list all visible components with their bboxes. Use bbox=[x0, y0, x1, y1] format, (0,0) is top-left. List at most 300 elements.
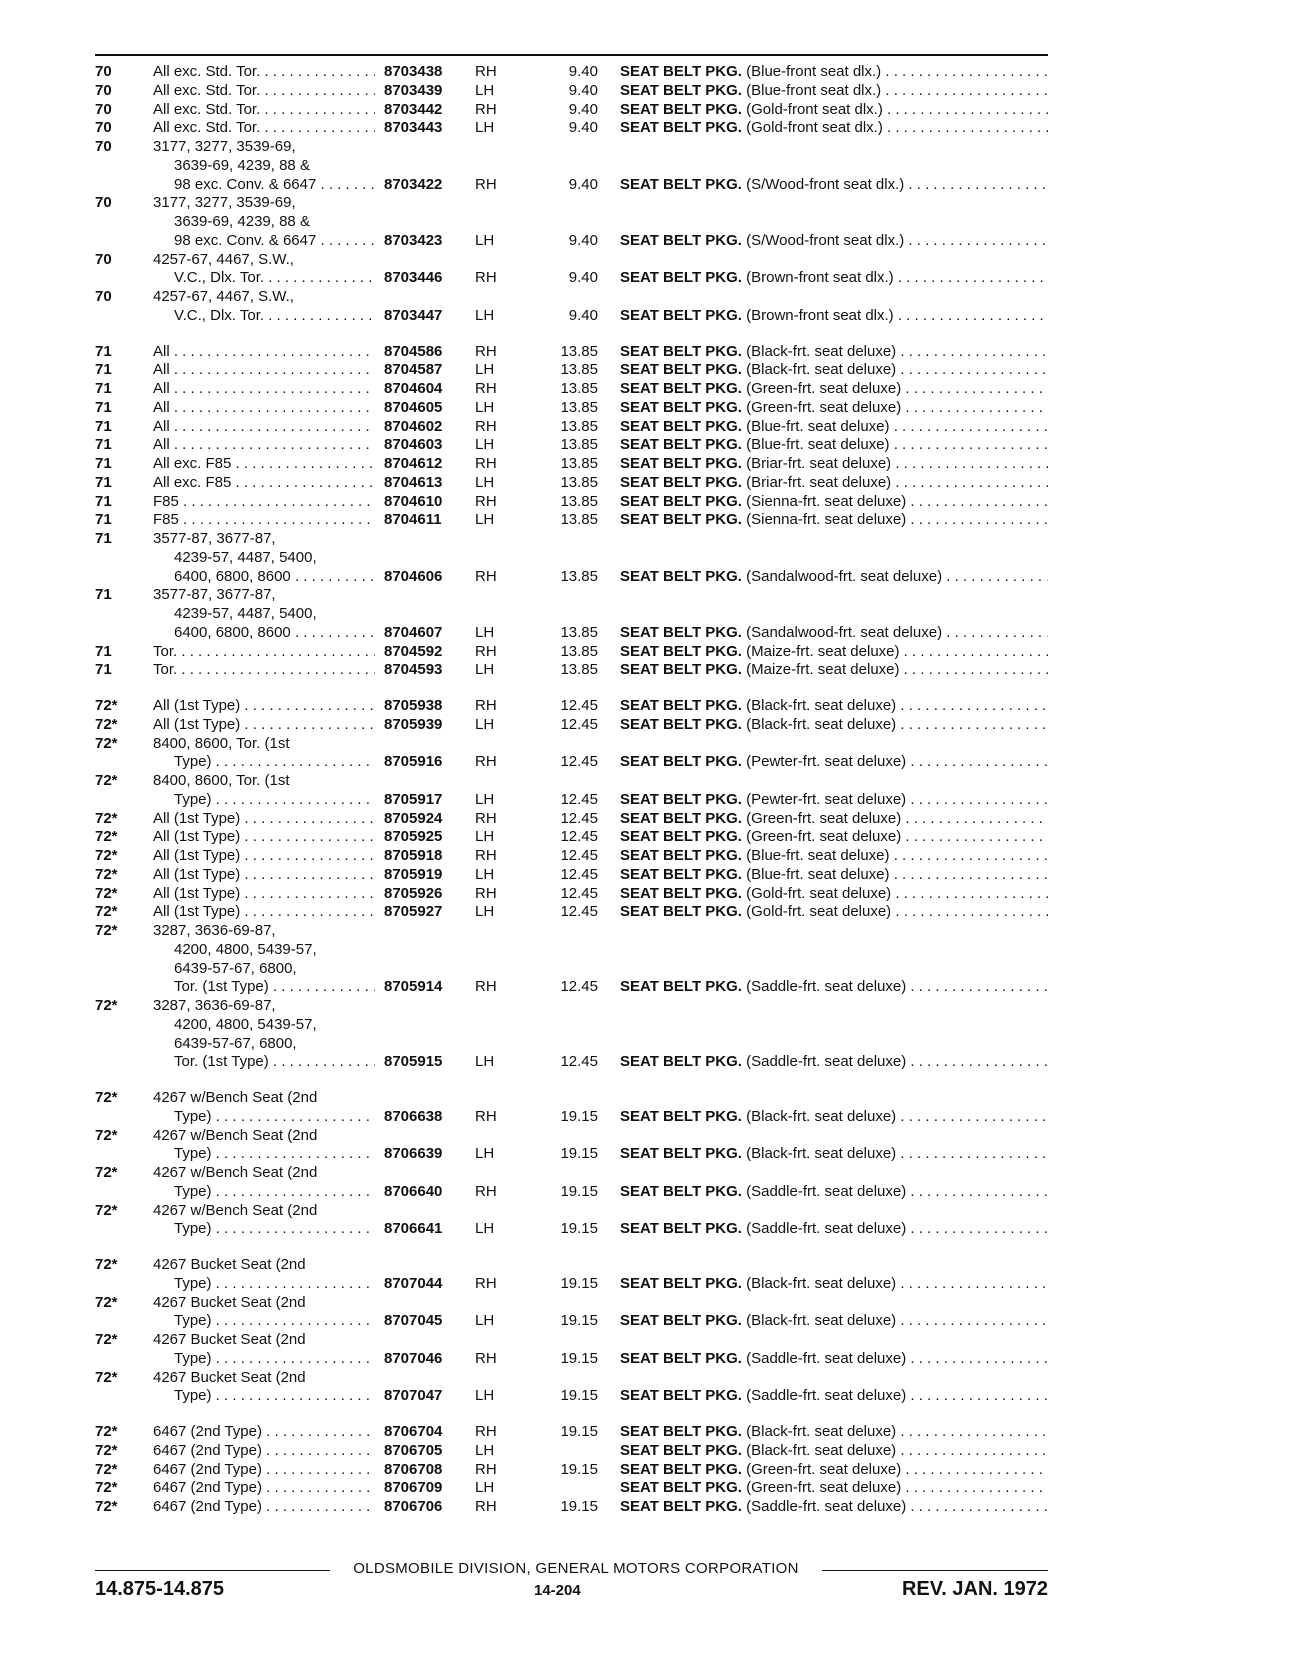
part-number: 8707044 bbox=[384, 1274, 443, 1292]
model-application: Type) . . . bbox=[174, 1183, 375, 1202]
model-application: All . . . bbox=[153, 418, 375, 437]
table-row bbox=[0, 101, 1291, 120]
side-indicator: LH bbox=[475, 119, 495, 137]
list-price: 12.45 bbox=[560, 1053, 598, 1071]
top-rule bbox=[95, 54, 1048, 56]
model-application: V.C., Dlx. Tor. . . . bbox=[174, 269, 375, 288]
list-price: 13.85 bbox=[560, 361, 598, 379]
list-price: 9.40 bbox=[568, 63, 598, 80]
model-year: 71 bbox=[95, 530, 112, 547]
model-application: Type) . . . bbox=[174, 1387, 375, 1406]
side-indicator: RH bbox=[475, 1423, 497, 1440]
model-year: 71 bbox=[95, 380, 112, 397]
model-application: Type) . . . bbox=[174, 1350, 375, 1369]
side-indicator: LH bbox=[475, 511, 495, 529]
table-row bbox=[0, 1387, 1291, 1406]
side-indicator: LH bbox=[475, 1441, 495, 1459]
description-title: SEAT BELT PKG. bbox=[620, 661, 742, 679]
side-indicator: LH bbox=[475, 436, 495, 454]
model-year: 70 bbox=[95, 119, 112, 137]
description-title: SEAT BELT PKG. bbox=[620, 1423, 742, 1440]
description-title: SEAT BELT PKG. bbox=[620, 809, 742, 827]
model-application: 6467 (2nd Type) . . . bbox=[153, 1461, 375, 1480]
part-number: 8706705 bbox=[384, 1441, 443, 1459]
description-title: SEAT BELT PKG. bbox=[620, 828, 742, 846]
part-description bbox=[620, 1183, 1048, 1202]
description-detail: (Blue-frt. seat deluxe) . . . bbox=[746, 436, 1048, 453]
model-application: All exc. F85 . . . bbox=[153, 455, 375, 474]
table-row bbox=[0, 418, 1291, 437]
model-year: 72* bbox=[95, 1441, 118, 1459]
side-indicator: RH bbox=[475, 1274, 497, 1292]
part-number: 8704602 bbox=[384, 417, 443, 435]
model-application: 3639-69, 4239, 88 & bbox=[174, 156, 310, 174]
model-year: 72* bbox=[95, 828, 118, 846]
model-year: 70 bbox=[95, 288, 112, 305]
model-application: All exc. Std. Tor. . . . bbox=[153, 82, 375, 101]
description-title: SEAT BELT PKG. bbox=[620, 1498, 742, 1515]
description-title: SEAT BELT PKG. bbox=[620, 1460, 742, 1478]
side-indicator: RH bbox=[475, 380, 497, 397]
description-detail: (Saddle-frt. seat deluxe) . . . bbox=[746, 1053, 1048, 1070]
part-number: 8704593 bbox=[384, 661, 443, 679]
model-year: 71 bbox=[95, 586, 112, 604]
description-title: SEAT BELT PKG. bbox=[620, 1220, 742, 1238]
description-detail: (Gold-front seat dlx.) . . . bbox=[746, 101, 1048, 118]
description-title: SEAT BELT PKG. bbox=[620, 455, 742, 472]
model-year: 72* bbox=[95, 1423, 118, 1440]
description-detail: (Blue-frt. seat deluxe) . . . bbox=[746, 418, 1048, 435]
table-row bbox=[0, 343, 1291, 362]
part-description bbox=[620, 903, 1048, 922]
part-description bbox=[620, 1350, 1048, 1369]
table-row bbox=[0, 1035, 1291, 1054]
table-row bbox=[0, 568, 1291, 587]
table-row bbox=[0, 661, 1291, 680]
part-number: 8703443 bbox=[384, 119, 443, 137]
description-title: SEAT BELT PKG. bbox=[620, 697, 742, 714]
section-gap bbox=[0, 1406, 1291, 1423]
part-number: 8704604 bbox=[384, 380, 443, 397]
part-description bbox=[620, 716, 1048, 735]
description-detail: (Sienna-frt. seat deluxe) . . . bbox=[746, 493, 1048, 510]
list-price: 9.40 bbox=[568, 269, 598, 287]
part-number: 8704613 bbox=[384, 473, 443, 491]
description-detail: (Black-frt. seat deluxe) . . . bbox=[746, 1423, 1048, 1440]
table-row bbox=[0, 194, 1291, 213]
model-application: 3177, 3277, 3539-69, bbox=[153, 138, 296, 155]
description-detail: (Maize-frt. seat deluxe) . . . bbox=[746, 643, 1048, 660]
table-row bbox=[0, 1108, 1291, 1127]
table-row bbox=[0, 716, 1291, 735]
table-row bbox=[0, 119, 1291, 138]
part-number: 8704606 bbox=[384, 567, 443, 585]
model-application: 6467 (2nd Type) . . . bbox=[153, 1498, 375, 1517]
description-detail: (Pewter-frt. seat deluxe) . . . bbox=[746, 753, 1048, 770]
model-application: 4257-67, 4467, S.W., bbox=[153, 250, 294, 268]
model-year: 72* bbox=[95, 903, 118, 921]
model-application: All . . . bbox=[153, 399, 375, 418]
table-row bbox=[0, 1145, 1291, 1164]
part-number: 8705926 bbox=[384, 884, 443, 902]
model-application: 4239-57, 4487, 5400, bbox=[174, 548, 317, 566]
model-application: 4267 Bucket Seat (2nd bbox=[153, 1256, 306, 1273]
model-application: All (1st Type) . . . bbox=[153, 716, 375, 735]
part-description bbox=[620, 828, 1048, 847]
model-application: F85 . . . bbox=[153, 511, 375, 530]
side-indicator: RH bbox=[475, 1107, 497, 1125]
table-row bbox=[0, 791, 1291, 810]
model-application: 4267 w/Bench Seat (2nd bbox=[153, 1089, 318, 1106]
side-indicator: LH bbox=[475, 306, 495, 324]
part-description bbox=[620, 624, 1048, 643]
table-row bbox=[0, 1498, 1291, 1517]
table-row bbox=[0, 232, 1291, 251]
list-price: 19.15 bbox=[560, 1145, 598, 1163]
model-year: 72* bbox=[95, 997, 118, 1014]
section-gap bbox=[0, 680, 1291, 697]
description-title: SEAT BELT PKG. bbox=[620, 492, 742, 510]
model-application: All (1st Type) . . . bbox=[153, 903, 375, 922]
description-title: SEAT BELT PKG. bbox=[620, 903, 742, 921]
part-number: 8703423 bbox=[384, 231, 443, 249]
part-number: 8707045 bbox=[384, 1312, 443, 1330]
part-description bbox=[620, 1498, 1048, 1517]
model-application: 6467 (2nd Type) . . . bbox=[153, 1442, 375, 1461]
part-description bbox=[620, 847, 1048, 866]
model-application: All (1st Type) . . . bbox=[153, 697, 375, 716]
model-application: All (1st Type) . . . bbox=[153, 866, 375, 885]
part-number: 8704612 bbox=[384, 455, 443, 472]
part-number: 8704611 bbox=[384, 511, 442, 529]
footer-rule-right bbox=[822, 1570, 1048, 1571]
side-indicator: LH bbox=[475, 1312, 495, 1330]
description-title: SEAT BELT PKG. bbox=[620, 1182, 742, 1200]
model-year: 72* bbox=[95, 1126, 118, 1144]
part-description bbox=[620, 1312, 1048, 1331]
part-number: 8705915 bbox=[384, 1053, 443, 1071]
description-title: SEAT BELT PKG. bbox=[620, 361, 742, 379]
table-row bbox=[0, 885, 1291, 904]
table-row bbox=[0, 63, 1291, 82]
part-number: 8706641 bbox=[384, 1220, 443, 1238]
part-description bbox=[620, 269, 1048, 288]
part-description bbox=[620, 63, 1048, 82]
table-row bbox=[0, 586, 1291, 605]
part-description bbox=[620, 511, 1048, 530]
list-price: 13.85 bbox=[560, 398, 598, 416]
table-row bbox=[0, 960, 1291, 979]
part-number: 8705924 bbox=[384, 809, 443, 827]
part-number: 8706704 bbox=[384, 1423, 443, 1440]
table-row bbox=[0, 436, 1291, 455]
description-title: SEAT BELT PKG. bbox=[620, 100, 742, 118]
side-indicator: LH bbox=[475, 361, 495, 379]
description-detail: (Green-frt. seat deluxe) . . . bbox=[746, 399, 1048, 416]
model-year: 70 bbox=[95, 100, 112, 118]
model-application: Tor. (1st Type) . . . bbox=[174, 1053, 375, 1072]
part-description bbox=[620, 1145, 1048, 1164]
model-year: 72* bbox=[95, 1089, 118, 1106]
description-detail: (Pewter-frt. seat deluxe) . . . bbox=[746, 791, 1048, 808]
side-indicator: LH bbox=[475, 661, 495, 679]
part-description bbox=[620, 232, 1048, 251]
side-indicator: RH bbox=[475, 1498, 497, 1515]
part-description bbox=[620, 307, 1048, 326]
model-application: 4267 w/Bench Seat (2nd bbox=[153, 1126, 318, 1144]
part-description bbox=[620, 399, 1048, 418]
table-row bbox=[0, 176, 1291, 195]
side-indicator: RH bbox=[475, 269, 497, 287]
description-detail: (Saddle-frt. seat deluxe) . . . bbox=[746, 1498, 1048, 1515]
description-title: SEAT BELT PKG. bbox=[620, 269, 742, 287]
table-row bbox=[0, 157, 1291, 176]
part-description bbox=[620, 1053, 1048, 1072]
list-price: 13.85 bbox=[560, 417, 598, 435]
table-row bbox=[0, 269, 1291, 288]
model-application: 4267 Bucket Seat (2nd bbox=[153, 1368, 306, 1386]
table-row bbox=[0, 511, 1291, 530]
side-indicator: RH bbox=[475, 492, 497, 510]
description-title: SEAT BELT PKG. bbox=[620, 1441, 742, 1459]
description-title: SEAT BELT PKG. bbox=[620, 978, 742, 996]
description-title: SEAT BELT PKG. bbox=[620, 1312, 742, 1330]
model-application: Tor. (1st Type) . . . bbox=[174, 978, 375, 997]
model-application: 3287, 3636-69-87, bbox=[153, 997, 276, 1014]
description-detail: (Briar-frt. seat deluxe) . . . bbox=[746, 474, 1048, 491]
list-price: 12.45 bbox=[560, 884, 598, 902]
model-application: 6467 (2nd Type) . . . bbox=[153, 1423, 375, 1442]
description-title: SEAT BELT PKG. bbox=[620, 715, 742, 733]
description-detail: (Black-frt. seat deluxe) . . . bbox=[746, 343, 1048, 360]
description-title: SEAT BELT PKG. bbox=[620, 342, 742, 360]
part-number: 8706708 bbox=[384, 1460, 443, 1478]
part-description bbox=[620, 343, 1048, 362]
page-number: 14-204 bbox=[534, 1582, 581, 1599]
side-indicator: RH bbox=[475, 884, 497, 902]
model-year: 70 bbox=[95, 138, 112, 155]
parts-table bbox=[0, 63, 1291, 1517]
section-gap bbox=[0, 1072, 1291, 1089]
table-row bbox=[0, 399, 1291, 418]
part-description bbox=[620, 455, 1048, 474]
description-detail: (Brown-front seat dlx.) . . . bbox=[746, 307, 1048, 324]
part-description bbox=[620, 978, 1048, 997]
side-indicator: LH bbox=[475, 865, 495, 883]
side-indicator: LH bbox=[475, 1387, 495, 1405]
description-detail: (Green-frt. seat deluxe) . . . bbox=[746, 1461, 1048, 1478]
model-application: 3639-69, 4239, 88 & bbox=[174, 213, 310, 230]
table-row bbox=[0, 1183, 1291, 1202]
side-indicator: RH bbox=[475, 100, 497, 118]
table-row bbox=[0, 1312, 1291, 1331]
list-price: 13.85 bbox=[560, 567, 598, 585]
list-price: 12.45 bbox=[560, 753, 598, 771]
model-year: 71 bbox=[95, 492, 112, 510]
list-price: 19.15 bbox=[560, 1107, 598, 1125]
description-detail: (Brown-front seat dlx.) . . . bbox=[746, 269, 1048, 286]
model-year: 71 bbox=[95, 417, 112, 435]
side-indicator: RH bbox=[475, 1182, 497, 1200]
part-number: 8705914 bbox=[384, 978, 443, 996]
table-row bbox=[0, 1256, 1291, 1275]
side-indicator: RH bbox=[475, 697, 497, 714]
part-number: 8706639 bbox=[384, 1145, 443, 1163]
part-number: 8703442 bbox=[384, 100, 443, 118]
part-description bbox=[620, 1423, 1048, 1442]
list-price: 19.15 bbox=[560, 1312, 598, 1330]
model-application: Type) . . . bbox=[174, 753, 375, 772]
table-row bbox=[0, 1053, 1291, 1072]
table-row bbox=[0, 697, 1291, 716]
model-application: All . . . bbox=[153, 436, 375, 455]
part-description bbox=[620, 866, 1048, 885]
model-application: All exc. Std. Tor. . . . bbox=[153, 63, 375, 82]
table-row bbox=[0, 1461, 1291, 1480]
part-number: 8706709 bbox=[384, 1479, 443, 1497]
part-number: 8704610 bbox=[384, 492, 443, 510]
side-indicator: LH bbox=[475, 790, 495, 808]
side-indicator: LH bbox=[475, 473, 495, 491]
list-price: 13.85 bbox=[560, 642, 598, 660]
side-indicator: LH bbox=[475, 1145, 495, 1163]
description-detail: (Sienna-frt. seat deluxe) . . . bbox=[746, 511, 1048, 528]
model-application: Tor. . . . bbox=[153, 643, 375, 662]
list-price: 19.15 bbox=[560, 1423, 598, 1440]
model-year: 72* bbox=[95, 884, 118, 902]
model-year: 72* bbox=[95, 772, 118, 789]
model-year: 72* bbox=[95, 809, 118, 827]
list-price: 9.40 bbox=[568, 100, 598, 118]
description-detail: (Gold-frt. seat deluxe) . . . bbox=[746, 903, 1048, 920]
description-title: SEAT BELT PKG. bbox=[620, 175, 742, 193]
table-row bbox=[0, 549, 1291, 568]
list-price: 19.15 bbox=[560, 1274, 598, 1292]
list-price: 12.45 bbox=[560, 978, 598, 996]
model-year: 71 bbox=[95, 473, 112, 491]
part-description bbox=[620, 418, 1048, 437]
side-indicator: RH bbox=[475, 847, 497, 864]
part-description bbox=[620, 810, 1048, 829]
description-title: SEAT BELT PKG. bbox=[620, 1349, 742, 1367]
table-row bbox=[0, 643, 1291, 662]
list-price: 19.15 bbox=[560, 1220, 598, 1238]
table-row bbox=[0, 941, 1291, 960]
model-application: 4257-67, 4467, S.W., bbox=[153, 288, 294, 305]
table-row bbox=[0, 530, 1291, 549]
description-title: SEAT BELT PKG. bbox=[620, 380, 742, 397]
side-indicator: RH bbox=[475, 63, 497, 80]
table-row bbox=[0, 493, 1291, 512]
part-number: 8703446 bbox=[384, 269, 443, 287]
model-application: Type) . . . bbox=[174, 1145, 375, 1164]
part-description bbox=[620, 176, 1048, 195]
list-price: 13.85 bbox=[560, 455, 598, 472]
part-description bbox=[620, 101, 1048, 120]
description-detail: (Blue-frt. seat deluxe) . . . bbox=[746, 866, 1048, 883]
model-application: All (1st Type) . . . bbox=[153, 847, 375, 866]
side-indicator: LH bbox=[475, 1479, 495, 1497]
list-price: 19.15 bbox=[560, 1460, 598, 1478]
description-title: SEAT BELT PKG. bbox=[620, 398, 742, 416]
table-row bbox=[0, 288, 1291, 307]
model-year: 72* bbox=[95, 1201, 118, 1219]
table-row bbox=[0, 1350, 1291, 1369]
list-price: 12.45 bbox=[560, 809, 598, 827]
description-title: SEAT BELT PKG. bbox=[620, 473, 742, 491]
model-year: 72* bbox=[95, 1368, 118, 1386]
side-indicator: LH bbox=[475, 398, 495, 416]
part-number: 8704587 bbox=[384, 361, 443, 379]
description-title: SEAT BELT PKG. bbox=[620, 63, 742, 80]
model-application: All (1st Type) . . . bbox=[153, 828, 375, 847]
list-price: 9.40 bbox=[568, 175, 598, 193]
side-indicator: LH bbox=[475, 81, 495, 99]
table-row bbox=[0, 1369, 1291, 1388]
part-description bbox=[620, 1442, 1048, 1461]
model-application: 4267 Bucket Seat (2nd bbox=[153, 1331, 306, 1348]
part-number: 8707047 bbox=[384, 1387, 443, 1405]
description-title: SEAT BELT PKG. bbox=[620, 1274, 742, 1292]
table-row bbox=[0, 605, 1291, 624]
model-application: Tor. . . . bbox=[153, 661, 375, 680]
description-title: SEAT BELT PKG. bbox=[620, 1053, 742, 1071]
model-year: 71 bbox=[95, 398, 112, 416]
description-detail: (Blue-front seat dlx.) . . . bbox=[746, 63, 1048, 80]
part-number: 8703438 bbox=[384, 63, 443, 80]
section-gap bbox=[0, 1239, 1291, 1256]
table-row bbox=[0, 474, 1291, 493]
model-application: 4200, 4800, 5439-57, bbox=[174, 940, 317, 958]
table-row bbox=[0, 624, 1291, 643]
model-year: 72* bbox=[95, 1164, 118, 1181]
description-detail: (Green-frt. seat deluxe) . . . bbox=[746, 1479, 1048, 1496]
model-year: 72* bbox=[95, 715, 118, 733]
model-year: 72* bbox=[95, 922, 118, 939]
part-number: 8704607 bbox=[384, 623, 443, 641]
table-row bbox=[0, 828, 1291, 847]
footer-division: OLDSMOBILE DIVISION, GENERAL MOTORS CORPORATION bbox=[353, 1560, 799, 1577]
part-description bbox=[620, 82, 1048, 101]
description-detail: (Saddle-frt. seat deluxe) . . . bbox=[746, 978, 1048, 995]
model-application: 8400, 8600, Tor. (1st bbox=[153, 734, 290, 752]
section-gap bbox=[0, 326, 1291, 343]
table-row bbox=[0, 1089, 1291, 1108]
model-application: F85 . . . bbox=[153, 493, 375, 512]
table-row bbox=[0, 213, 1291, 232]
model-year: 70 bbox=[95, 81, 112, 99]
list-price: 12.45 bbox=[560, 865, 598, 883]
list-price: 19.15 bbox=[560, 1349, 598, 1367]
section-code: 14.875-14.875 bbox=[95, 1578, 225, 1600]
part-number: 8705939 bbox=[384, 715, 443, 733]
part-number: 8706640 bbox=[384, 1182, 443, 1200]
part-number: 8704592 bbox=[384, 642, 443, 660]
list-price: 9.40 bbox=[568, 306, 598, 324]
description-title: SEAT BELT PKG. bbox=[620, 865, 742, 883]
description-detail: (Blue-front seat dlx.) . . . bbox=[746, 82, 1048, 99]
model-application: 4267 w/Bench Seat (2nd bbox=[153, 1164, 318, 1181]
side-indicator: RH bbox=[475, 455, 497, 472]
footer-rule-left bbox=[95, 1570, 330, 1571]
part-description bbox=[620, 568, 1048, 587]
part-description bbox=[620, 119, 1048, 138]
model-application: V.C., Dlx. Tor. . . . bbox=[174, 307, 375, 326]
description-detail: (Briar-frt. seat deluxe) . . . bbox=[746, 455, 1048, 472]
list-price: 12.45 bbox=[560, 715, 598, 733]
description-title: SEAT BELT PKG. bbox=[620, 884, 742, 902]
description-detail: (Maize-frt. seat deluxe) . . . bbox=[746, 661, 1048, 678]
